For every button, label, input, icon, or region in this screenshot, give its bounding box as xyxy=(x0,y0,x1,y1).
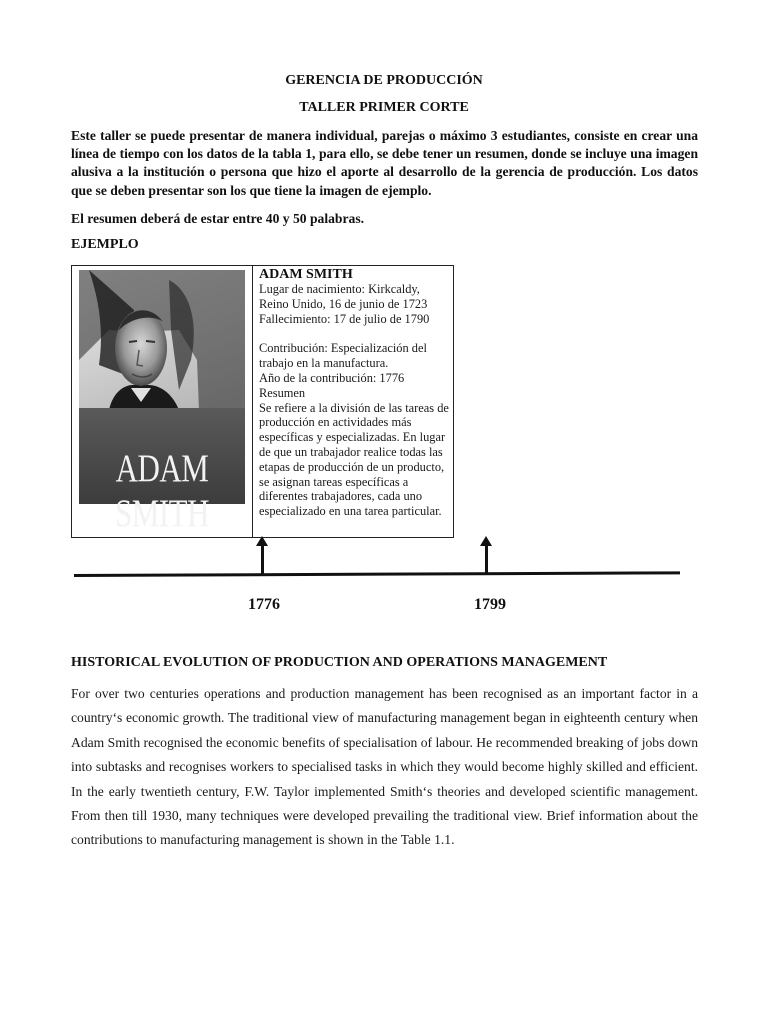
summary-label: Resumen xyxy=(259,385,306,400)
example-label: EJEMPLO xyxy=(71,237,139,252)
person-name: ADAM SMITH xyxy=(259,267,353,282)
intro-paragraph: Este taller se puede presentar de manera individual, parejas o máximo 3 estudiantes, consiste en crear una línea de tiempo con los datos de la tabla 1, para ello, se debe tener un resumen, donde se incluye una imagen alusiva a la institución o persona que hizo el aporte al desarrollo de la gerencia de producción. Los datos que se deben presentar son los que tiene la imagen de ejemplo. xyxy=(71,128,698,198)
contribution-info: Contribución: Especialización del trabajo en la manufactura. xyxy=(259,341,427,371)
death-info: Fallecimiento: 17 de julio de 1790 xyxy=(259,311,430,326)
word-count-rule: El resumen deberá de estar entre 40 y 50 palabras. xyxy=(71,211,365,226)
document-title: GERENCIA DE PRODUCCIÓN xyxy=(285,73,483,88)
timeline-year-1799: 1799 xyxy=(474,596,506,613)
portrait-caption: ADAM SMITH xyxy=(115,446,209,535)
document-subtitle: TALLER PRIMER CORTE xyxy=(299,100,469,115)
spacer xyxy=(259,326,451,341)
summary-text: Se refiere a la división de las tareas de producción en actividades más específicas y especializadas. En lugar de que un trabajador realice todas las etapas de producción de un producto, se asignan tareas específicas a diferentes trabajadores, cada uno especializado en una tarea particular. xyxy=(259,400,449,519)
example-card-divider xyxy=(252,265,253,538)
timeline-arrow-1776 xyxy=(261,545,264,576)
section-body: For over two centuries operations and production management has been recognised as an important factor in a country‘s economic growth. The traditional view of manufacturing management began in eighteenth century when Adam Smith recognised the economic benefits of specialisation of labour. He recommended breaking of jobs down into subtasks and recognises workers to specialised tasks in which they would become highly skilled and efficient. In the early twentieth century, F.W. Taylor implemented Smith‘s theories and developed scientific management. From then till 1930, many techniques were developed prevailing the traditional view. Brief information about the contributions to manufacturing management is shown in the Table 1.1. xyxy=(71,686,698,848)
timeline-year-1776: 1776 xyxy=(248,596,280,613)
birth-info: Lugar de nacimiento: Kirkcaldy, Reino Unido, 16 de junio de 1723 xyxy=(259,282,428,311)
contribution-year: Año de la contribución: 1776 xyxy=(259,370,405,385)
timeline-arrow-1799 xyxy=(485,545,488,574)
section-heading: HISTORICAL EVOLUTION OF PRODUCTION AND OPERATIONS MANAGEMENT xyxy=(71,655,608,670)
timeline-axis xyxy=(74,571,680,577)
adam-smith-portrait-image xyxy=(79,270,245,535)
example-details xyxy=(259,267,451,519)
